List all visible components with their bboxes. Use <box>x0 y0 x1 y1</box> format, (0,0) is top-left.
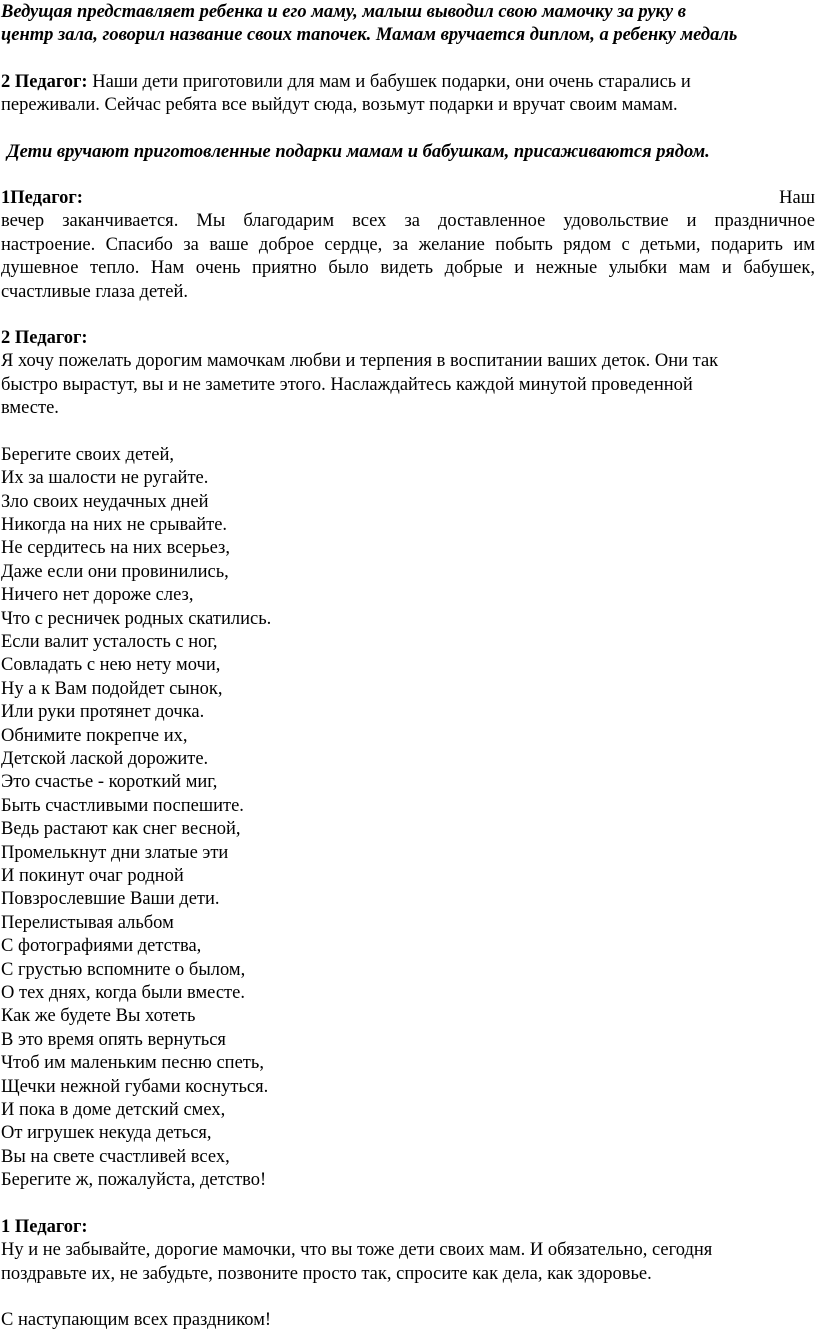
paragraph-text: душевное тепло. Нам очень приятно было видеть добрые и нежные улыбки мам и бабушек, <box>1 258 815 279</box>
poem-line: Ничего нет дороже слез, <box>1 585 194 606</box>
paragraph-text: вместе. <box>1 398 59 419</box>
teacher2-wish-paragraph <box>1 327 814 421</box>
poem-line: Это счастье - короткий миг, <box>1 772 218 793</box>
poem-line: Перелистывая альбом <box>1 912 174 933</box>
poem-line: Не сердитесь на них всерьез, <box>1 538 230 559</box>
paragraph-text: счастливые глаза детей. <box>1 281 189 302</box>
poem-line: От игрушек некуда деться, <box>1 1123 212 1144</box>
poem-line: Даже если они провинились, <box>1 561 229 582</box>
poem-line: Вы на свете счастливей всех, <box>1 1146 230 1167</box>
poem-line: Никогда на них не срывайте. <box>1 514 228 535</box>
poem-line: Если валит усталость с ног, <box>1 631 218 652</box>
intro-line: центр зала, говорил название своих тапочек. Мамам вручается диплом, а ребенку медаль <box>1 25 738 46</box>
paragraph-text: Наш <box>779 188 815 209</box>
paragraph-text: настроение. Спасибо за ваше доброе сердце, за желание побыть рядом с детьми, подарить им <box>1 234 815 255</box>
poem-line: С грустью вспомните о былом, <box>1 959 246 980</box>
closing-line <box>1 1309 814 1332</box>
poem-line: С фотографиями детства, <box>1 936 202 957</box>
paragraph-text: Ну и не забывайте, дорогие мамочки, что вы тоже дети своих мам. И обязательно, сегодня <box>1 1240 713 1261</box>
poem-line: О тех днях, когда были вместе. <box>1 983 245 1004</box>
intro-paragraph <box>1 1 814 48</box>
document-page <box>0 1 816 1337</box>
poem-line: В это время опять вернуться <box>1 1029 226 1050</box>
poem-line: Зло своих неудачных дней <box>1 491 209 512</box>
paragraph-text: быстро вырастут, вы и не заметите этого. Наслаждайтесь каждой минутой проведенной <box>1 374 693 395</box>
poem-line: Детской лаской дорожите. <box>1 748 209 769</box>
poem-line: Что с ресничек родных скатились. <box>1 608 272 629</box>
poem-line: Чтоб им маленьким песню спеть, <box>1 1053 264 1074</box>
teacher1-final-paragraph <box>1 1216 814 1286</box>
poem-line: Как же будете Вы хотеть <box>1 1006 196 1027</box>
intro-line: Ведущая представляет ребенка и его маму, малыш выводил свою мамочку за руку в <box>1 2 687 22</box>
speaker-label: 2 Педагог: <box>1 71 88 92</box>
poem-line: Быть счастливыми поспешите. <box>1 795 244 816</box>
poem-line: Или руки протянет дочка. <box>1 702 205 723</box>
poem-line: Промелькнут дни златые эти <box>1 842 229 863</box>
poem-line: Обнимите покрепче их, <box>1 725 188 746</box>
poem-line: И пока в доме детский смех, <box>1 1100 226 1121</box>
poem-line: Ведь растают как снег весной, <box>1 819 241 840</box>
poem-line: Берегите своих детей, <box>1 444 174 465</box>
teacher1-end-paragraph <box>1 187 814 304</box>
speaker-label: 2 Педагог: <box>1 328 88 349</box>
speaker-label: 1 Педагог: <box>1 1216 88 1237</box>
paragraph-text: Наши дети приготовили для мам и бабушек подарки, они очень старались и <box>87 71 691 92</box>
poem-line: Их за шалости не ругайте. <box>1 468 209 489</box>
speaker-label: 1Педагог: <box>1 188 83 209</box>
poem-line: Повзрослевшие Ваши дети. <box>1 889 220 910</box>
paragraph-text: переживали. Сейчас ребята все выйдут сюда, возьмут подарки и вручат своим мамам. <box>1 95 678 116</box>
poem-line: Берегите ж, пожалуйста, детство! <box>1 1170 267 1191</box>
stage-direction-text: Дети вручают приготовленные подарки мамам и бабушкам, присаживаются рядом. <box>7 141 710 162</box>
poem-line: Совладать с нею нету мочи, <box>1 655 221 676</box>
poem-line: Ну а к Вам подойдет сынок, <box>1 678 223 699</box>
paragraph-text: поздравьте их, не забудьте, позвоните просто так, спросите как дела, как здоровье. <box>1 1263 652 1284</box>
closing-text: С наступающим всех праздником! <box>1 1309 272 1330</box>
paragraph-text: Я хочу пожелать дорогим мамочкам любви и терпения в воспитании ваших деток. Они так <box>1 351 719 372</box>
stage-direction <box>1 141 814 164</box>
poem-line: Щечки нежной губами коснуться. <box>1 1076 269 1097</box>
poem <box>1 444 814 1193</box>
poem-line: И покинут очаг родной <box>1 866 184 886</box>
teacher2-gifts-paragraph <box>1 71 814 118</box>
paragraph-text: вечер заканчивается. Мы благодарим всех за доставленное удовольствие и праздничное <box>1 211 815 232</box>
